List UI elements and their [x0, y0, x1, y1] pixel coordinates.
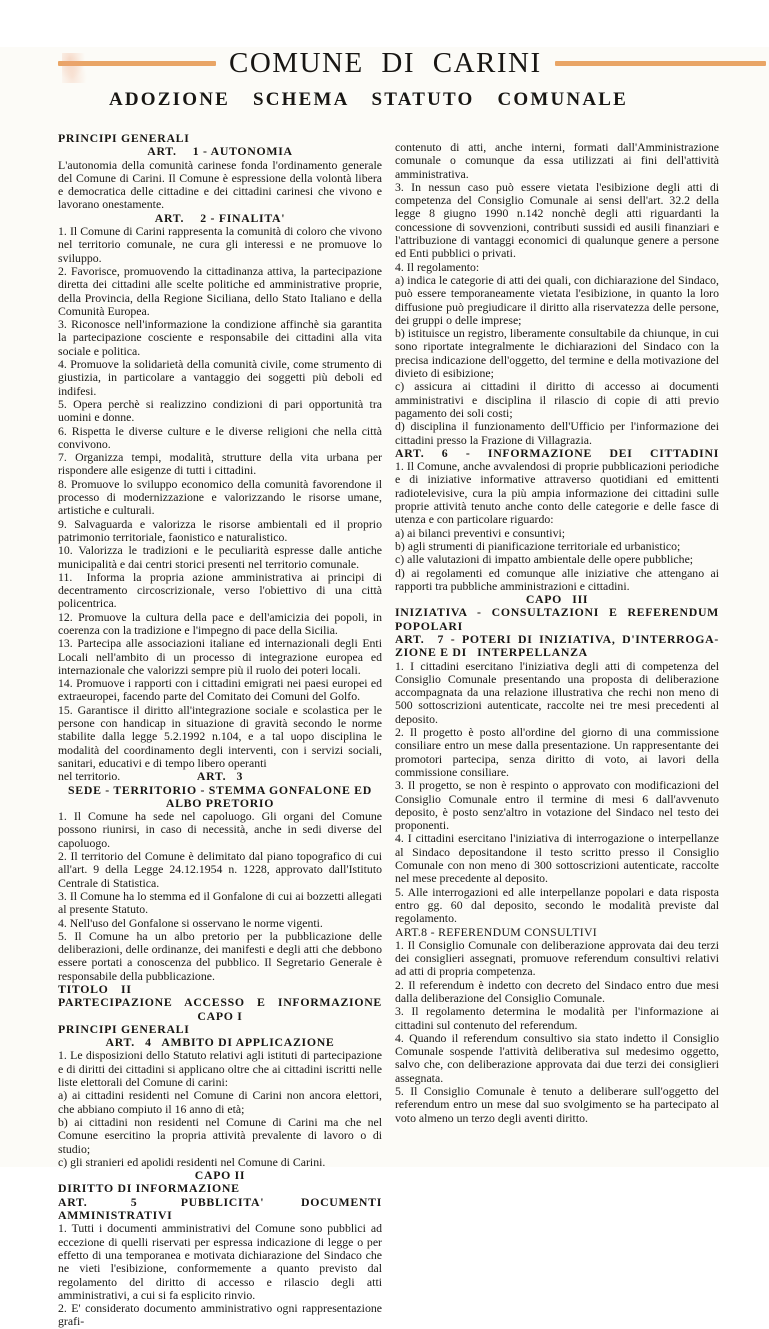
paragraph: d) disciplina il funzionamento dell'Ufficio per l'informazione dei cittadini presso la Frazione di Villagrazia.: [395, 419, 719, 447]
section-heading: ART. 6 - INFORMAZIONE DEI CITTADINI: [395, 445, 719, 460]
paragraph: 1. Il Comune, anche avvalendosi di proprie pubblicazioni periodiche e di iniziative informative attraverso quotidiani ed emittenti radiotelevisive, cura la più ampia informazione dei cittadini sulle proprie attività tenuto anche conto delle categorie e delle fasce di utenza e con particolare riguardo:: [395, 459, 719, 527]
paragraph: L'autonomia della comunità carinese fonda l'ordinamento generale del Comune di Carini. Il Comune è espressione della volontà libera e democratica delle cittadine e dei cittadini carinesi che vivono e lavorano onestamente.: [58, 157, 382, 212]
text-columns: [58, 132, 719, 1329]
paragraph: 5. Opera perchè si realizzino condizioni di pari opportunità tra uomini e donne.: [58, 396, 382, 425]
header-rule-right: [555, 61, 766, 66]
paragraph: 10. Valorizza le tradizioni e le peculiarità espresse dalle antiche municipalità e dai centri storici presenti nel territorio comunale.: [58, 543, 382, 571]
paragraph-with-inline-article-heading: [58, 770, 382, 783]
paragraph: c) assicura ai cittadini il diritto di accesso ai documenti amministrativi e disciplina il rilascio di copie di atti previo pagamento dei soli costi;: [395, 379, 719, 420]
paragraph: 1. Tutti i documenti amministrativi del Comune sono pubblici ad eccezione di quelli riservati per espressa indicazione di legge o per effetto di una temporanea e motivata dichiarazione del Sindaco che ne vieti l'esibizione, conformemente a quanto previsto dal regolamento del diritto di accesso e rilascio degli atti amministrativi, a cui si fa esplicito rinvio.: [58, 1221, 382, 1302]
paragraph: 1. Le disposizioni dello Statuto relativi agli istituti di partecipazione e di diritti dei cittadini si applicano oltre che ai cittadini iscritti nelle liste elettorali del Comune di carini:: [58, 1048, 382, 1090]
paragraph: 4. Nell'uso del Gonfalone si osservano le norme vigenti.: [58, 915, 323, 930]
scan-smudge: [62, 53, 88, 83]
section-heading: ART. 4 AMBITO DI APPLICAZIONE: [105, 1035, 335, 1050]
section-heading: ART. 7 - POTERI DI INIZIATIVA, D'INTERROGA-ZIONE E DI INTERPELLANZA: [395, 631, 719, 660]
section-heading: ART. 1 - AUTONOMIA: [147, 144, 293, 159]
section-heading: CAPO II: [194, 1168, 246, 1183]
section-heading: INIZIATIVA - CONSULTAZIONI E REFERENDUM POPOLARI: [395, 605, 719, 633]
paragraph: 2. E' considerato documento amministrativo ogni rappresentazione grafi-: [58, 1301, 382, 1329]
paragraph: 2. Il referendum è indetto con decreto del Sindaco entro due mesi dalla deliberazione del Consiglio Comunale.: [395, 977, 719, 1005]
paragraph: 2. Il progetto è posto all'ordine del giorno di una commissione consiliare entro un mese dalla presentazione. Un rappresentante dei promotori partecipa, senza diritto di voto, ai lavori della commissione consiliare.: [395, 725, 719, 779]
paragraph: b) ai cittadini non residenti nel Comune di Carini ma che nel Comune esercitino la propria attività prevalente di lavoro o di studio;: [58, 1114, 382, 1156]
paragraph: 5. Alle interrogazioni ed alle interpellanze popolari e data risposta entro gg. 60 dal deposito, secondo le modalità previste dal regolamento.: [395, 884, 719, 926]
paragraph: 1. I cittadini esercitano l'iniziativa degli atti di competenza del Consiglio Comunale presentando una proposta di deliberazione accompagnata da una relazione illustrativa che rechi non meno di 500 sottoscrizioni autenticate, raccolte nei tre mesi precedenti al deposito.: [395, 658, 719, 726]
paragraph: 4. Il regolamento:: [395, 259, 480, 274]
paragraph: 7. Organizza tempi, modalità, strutture della vita urbana per rispondere alle esigenze di tutti i cittadini.: [58, 450, 382, 478]
paragraph: 3. Il regolamento determina le modalità per l'informazione ai cittadini sul contenuto del referendum.: [395, 1004, 719, 1032]
page-subtitle: ADOZIONE SCHEMA STATUTO COMUNALE: [108, 89, 629, 110]
section-heading: SEDE - TERRITORIO - STEMMA GONFALONE ED ALBO PRETORIO: [68, 782, 372, 810]
paragraph: 2. Favorisce, promuovendo la cittadinanza attiva, la partecipazione diretta dei cittadini alle scelte politiche ed amministrative proprie, della Provincia, della Regione Siciliana, dello Stato Italiano e della Comunità Europea.: [58, 263, 382, 318]
paragraph: 5. Il Consiglio Comunale è tenuto a deliberare sull'oggetto del referendum entro un mese dal suo svolgimento se ha partecipato al voto almeno un terzo degli aventi diritto.: [395, 1084, 719, 1125]
paragraph: 2. Il territorio del Comune è delimitato dal piano topografico di cui all'art. 9 della Legge 24.12.1954 n. 1228, approvato dall'Istituto Centrale di Statistica.: [58, 849, 382, 890]
paragraph: 1. Il Comune ha sede nel capoluogo. Gli organi del Comune possono riunirsi, in caso di necessità, anche in sedi diverse del capoluogo.: [58, 809, 382, 850]
paragraph: 3. Riconosce nell'informazione la condizione affinchè sia garantita la partecipazione cosciente e responsabile dei cittadini alla vita sociale e politica.: [58, 317, 382, 358]
section-heading: PRINCIPI GENERALI: [58, 131, 190, 145]
paragraph: b) istituisce un registro, liberamente consultabile da chiunque, in cui sono riportate integralmente le dichiarazioni del Sindaco con la precisa indicazione dell'oggetto, del termine e della motivazione del divieto di esibizione;: [395, 326, 719, 381]
paragraph: 14. Promuove i rapporti con i cittadini emigrati nei paesi europei ed extraeuropei, facendo parte del Comitato dei Comuni del Golfo.: [58, 676, 382, 704]
paragraph: 4. I cittadini esercitano l'iniziativa di interrogazione o interpellanze al Sindaco depositandone il testo scritto presso il Consiglio Comunale con non meno di 300 sottoscrizioni autenticate, raccolte nel mese precedente al deposito.: [395, 831, 719, 886]
paragraph: 6. Rispetta le diverse culture e le diverse religioni che nella città convivono.: [58, 423, 382, 451]
paragraph: 1. Il Consiglio Comunale con deliberazione approvata dai deu terzi dei consiglieri assegnati, promuove referendum consultivi relativi ad atti di propria competenza.: [395, 937, 719, 979]
right-column: [395, 132, 719, 1125]
paragraph: 13. Partecipa alle associazioni italiane ed internazionali degli Enti Locali nell'ambito di un processo di integrazione europea ed internazionale che valorizzi sempre più il ruolo dei poteri locali.: [58, 636, 382, 677]
paragraph: a) indica le categorie di atti dei quali, con dichiarazione del Sindaco, può essere temporaneamente vietata l'esibizione, in quanto la loro diffusione può pregiudicare il diritto alla riservatezza delle persone, dei gruppi o delle imprese;: [395, 272, 719, 327]
paragraph: 4. Promuove la solidarietà della comunità civile, come strumento di giustizia, in particolare a vantaggio dei soggetti più deboli ed indifesi.: [58, 357, 382, 398]
paragraph: 3. Il Comune ha lo stemma ed il Gonfalone di cui ai bozzetti allegati al presente Statuto.: [58, 888, 382, 917]
paragraph: 1. Il Comune di Carini rappresenta la comunità di coloro che vivono nel territorio comunale, ne cura gli interessi e ne promuove lo sviluppo.: [58, 224, 382, 265]
paragraph: 3. Il progetto, se non è respinto o approvato con modificazioni del Consiglio Comunale entro il termine di mesi 6 dall'avvenuto deposito, è posto senz'altro in votazione del Sindaco nel testo dei proponenti.: [395, 778, 719, 833]
left-column: [58, 132, 382, 1329]
section-heading: DIRITTO DI INFORMAZIONE: [58, 1181, 240, 1196]
paragraph: d) ai regolamenti ed comunque alle iniziative che attengano ai rapporti tra pubbliche amministrazioni e cittadini.: [395, 565, 719, 593]
paragraph: 8. Promuove lo sviluppo economico della comunità favorendone il processo di modernizzazione e valorizzando le risorse umane, artistiche e culturali.: [58, 476, 382, 518]
paragraph: a) ai bilanci preventivi e consuntivi;: [395, 525, 566, 540]
article-heading: ART. 3: [196, 769, 244, 784]
paragraph-text: nel territorio.: [58, 769, 121, 784]
paragraph: 4. Quando il referendum consultivo sia stato indetto il Consiglio Comunale sospende l'attività deliberativa sul medesimo oggetto, salvo che, con deliberazione approvata dai due terzi dei consiglieri assegnata.: [395, 1030, 719, 1085]
section-heading: TITOLO II: [58, 982, 132, 996]
paragraph: b) agli strumenti di pianificazione territoriale ed urbanistico;: [395, 538, 681, 553]
section-heading: ART.8 - REFERENDUM CONSULTIVI: [395, 924, 597, 939]
paragraph: 12. Promuove la cultura della pace e dell'amicizia dei popoli, in coerenza con la tradizione e l'impegno di pace della Sicilia.: [58, 609, 382, 637]
paragraph: 9. Salvaguarda e valorizza le risorse ambientali ed il proprio patrimonio territoriale, faonistico e naturalistico.: [58, 516, 382, 544]
page-title: COMUNE DI CARINI: [229, 47, 542, 79]
paragraph: contenuto di atti, anche interni, formati dall'Amministrazione comunale o comunque da essa utilizzati ai fini dell'attività amministrativa.: [395, 140, 719, 181]
paragraph: a) ai cittadini residenti nel Comune di Carini non ancora elettori, che abbiano compiuto il 16 anno di età;: [58, 1088, 382, 1116]
paragraph: 11. Informa la propria azione amministrativa ai principi di decentramento circoscrizionale, verso l'obiettivo di una città policentrica.: [58, 569, 382, 611]
document-page: [0, 47, 769, 1329]
paragraph: c) gli stranieri ed apolidi residenti nel Comune di Carini.: [58, 1154, 326, 1169]
section-heading: ART. 2 - FINALITA': [154, 210, 286, 225]
paragraph: c) alle valutazioni di impatto ambientale delle opere pubbliche;: [395, 552, 694, 567]
section-heading: PRINCIPI GENERALI: [58, 1021, 190, 1036]
document-header: [58, 47, 766, 79]
section-heading: ART. 5 PUBBLICITA' DOCUMENTI AMMINISTRATIVI: [58, 1194, 382, 1223]
section-heading: CAPO I: [197, 1008, 243, 1023]
paragraph: 3. In nessun caso può essere vietata l'esibizione degli atti di competenza del Consiglio Comunale ai sensi dell'art. 32.2 della legge 8 giugno 1990 n.142 nonchè degli atti riguardanti la concessione di sovvenzioni, contributi sussidi ed ausili finanziari e l'attribuzione di vantaggi economici di qualunque genere a persone ed Enti pubblici o privati.: [395, 179, 719, 261]
paragraph: 5. Il Comune ha un albo pretorio per la pubblicazione delle deliberazioni, delle ordinanze, dei manifesti e degli atti che debbono essere portati a conoscenza del pubblico. Il Segretario Generale è responsabile della pubblicazione.: [58, 928, 382, 983]
section-heading: PARTECIPAZIONE ACCESSO E INFORMAZIONE: [58, 995, 382, 1010]
section-heading: CAPO III: [525, 592, 589, 607]
paragraph: 15. Garantisce il diritto all'integrazione sociale e scolastica per le persone con handicap in situazione di gravità secondo le norme stabilite dalla legge 5.2.1992 n.104, e a tal uopo disciplina le modalità del coordinamento degli interventi, con i servizi sociali, sanitari, educativi e di tempo libero operanti: [58, 702, 382, 770]
